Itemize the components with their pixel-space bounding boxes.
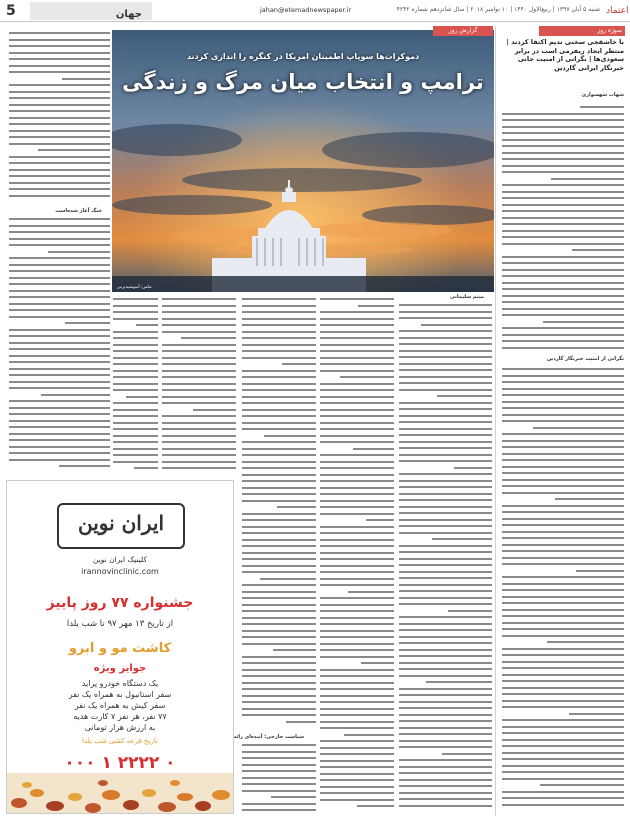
left-column-subhead: جنگ آغاز شد‌ه‌است <box>55 208 102 214</box>
left-column-text-2 <box>6 216 110 474</box>
hero-tag: گزارش روز <box>433 26 493 36</box>
text-line <box>6 463 110 470</box>
text-line <box>160 465 236 472</box>
text-line <box>240 719 316 726</box>
section-tab <box>30 2 152 20</box>
newspaper-logo: اعتماد <box>606 6 629 16</box>
article-column-a <box>396 302 492 814</box>
article-subhead-2: سیاست خارجی؛ آینده‌ای زائد <box>233 734 304 740</box>
right-column-title: با خاشقجی‌ سخنی ندیم اکتفا کردند | منتظر ایجاد ریفرمی است در برابر سعودی‌ها | نگرانی از امنیت جانی خبرنگار ایرانی گاردین <box>506 38 624 72</box>
text-line <box>112 465 158 472</box>
ad-prize: به ارزش هزار تومانی <box>84 723 156 732</box>
ad-prize: سفر کیش به همراه یک نفر <box>74 701 166 710</box>
section-email[interactable]: jahan@etemadnewspaper.ir <box>260 6 352 14</box>
text-line <box>396 803 492 810</box>
text-line <box>240 807 316 814</box>
photo-credit: عکس: آسوشیتدپرس <box>117 284 152 289</box>
ad-dates: از تاریخ ۱۳ مهر ۹۷ تا شب یلدا <box>66 619 174 629</box>
right-column-text-2 <box>498 366 624 814</box>
ad-prizes-title: جوایز ویژه <box>93 663 147 674</box>
right-column-tag: سوژه روز <box>539 26 625 36</box>
text-line <box>498 802 624 809</box>
text-line <box>498 345 624 352</box>
ad-url[interactable]: irannovinclinic.com <box>81 567 159 576</box>
autumn-leaves-graphic <box>7 773 234 814</box>
clinic-advertisement[interactable] <box>6 480 234 814</box>
ad-prize: ۷۷ نفر، هر نفر ۷ کارت هدیه <box>73 712 167 721</box>
dateline: شنبه ۵ آبان ۱۳۹۷ | ربیع‌الاول ۱۴۴۰ | ۱۰ نوامبر ۲۰۱۸ | سال شانزدهم شماره ۴۲۴۲ <box>396 6 600 13</box>
ad-prize: سفر استانبول به همراه یک نفر <box>68 690 172 699</box>
article-column-d <box>160 296 236 476</box>
section-title: جهان <box>115 9 142 20</box>
article-column-c2 <box>240 742 316 814</box>
article-column-b <box>318 296 394 814</box>
ad-logo-text: ایران نوین <box>77 511 165 535</box>
right-column-author: شهاب شهسواری <box>581 92 624 98</box>
article-author: میثم سلیمانی <box>449 294 484 300</box>
ad-service: کاشت مو و ابرو <box>68 641 172 656</box>
text-line <box>318 803 394 810</box>
hero-image <box>112 30 494 292</box>
right-column-text <box>498 104 624 352</box>
article-column-e <box>112 296 158 476</box>
page-number: 5 <box>6 3 16 19</box>
column-divider <box>495 26 496 816</box>
left-column-text-1 <box>6 30 110 202</box>
hero-headline: ترامپ و انتخاب میان مرگ و زندگی <box>122 70 484 94</box>
masthead <box>0 0 630 22</box>
hero-kicker: دموکرات‌ها سوپاپ اطمینان امریکا در کنگره را اندازی کردند <box>186 52 420 61</box>
right-column-subhead: نگرانی از امنیت خبرنگار گاردین <box>546 356 624 362</box>
text-line <box>6 193 110 200</box>
ad-phone-number[interactable]: ۰۰۰ ۱ ۲۲۲۲ ۰ <box>64 753 176 773</box>
ad-logo-box <box>57 503 185 549</box>
ad-subtitle: کلینیک ایران نوین <box>93 555 147 564</box>
ad-festival-title: جشنواره ۷۷ روز پاییز <box>46 595 194 611</box>
article-column-c <box>240 296 316 730</box>
ad-prize: یک دستگاه خودرو پراید <box>81 679 159 688</box>
ad-validity: تاریخ قرعه کشی شب یلدا <box>81 737 158 745</box>
